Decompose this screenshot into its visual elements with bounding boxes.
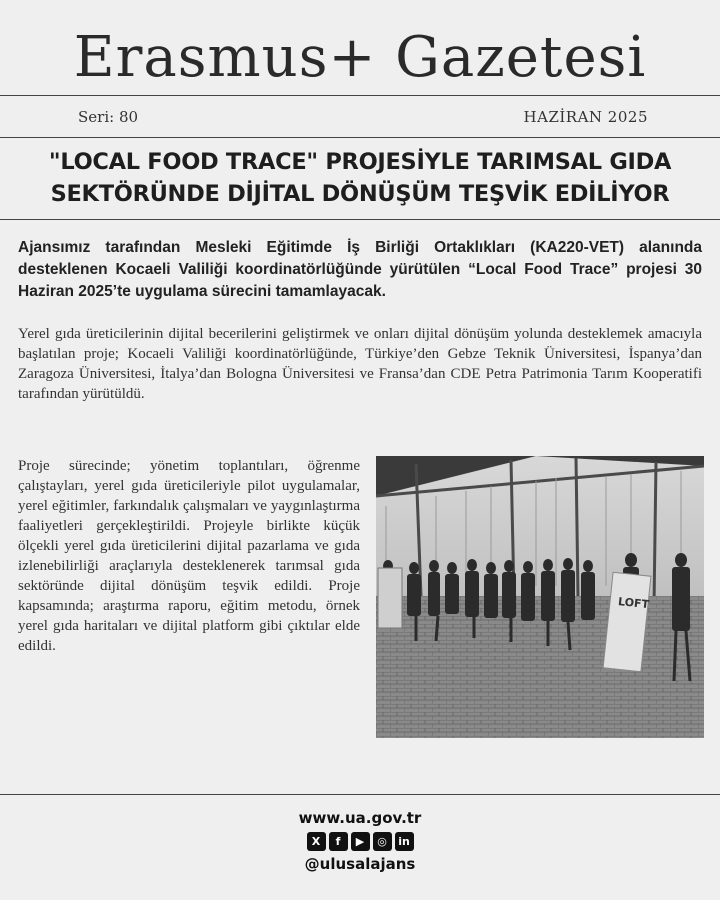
social-icons [0, 832, 720, 851]
linkedin-icon[interactable]: in [395, 832, 414, 851]
issue-date: HAZİRAN 2025 [523, 108, 648, 126]
series-number: Seri: 80 [78, 108, 139, 126]
headline-line-1: "LOCAL FOOD TRACE" PROJESİYLE TARIMSAL GIDA [48, 149, 672, 175]
headline-divider [0, 219, 720, 220]
social-handle[interactable]: @ulusalajans [304, 855, 416, 873]
headline [20, 146, 700, 210]
issue-bar [0, 104, 720, 130]
headline-line-2: SEKTÖRÜNDE DİJİTAL DÖNÜŞÜM TEŞVİK EDİLİYOR [50, 181, 670, 207]
facebook-icon[interactable]: f [329, 832, 348, 851]
website-link[interactable]: www.ua.gov.tr [298, 809, 422, 827]
footer [0, 808, 720, 874]
x-icon[interactable]: X [307, 832, 326, 851]
instagram-icon[interactable]: ◎ [373, 832, 392, 851]
masthead-title: Erasmus+ Gazetesi [73, 25, 647, 90]
lead-paragraph: Ajansımız tarafından Mesleki Eğitimde İş Birliği Ortaklıkları (KA220-VET) alanında desteklenen Kocaeli Valiliği koordinatörlüğünde yürütülen “Local Food Trace” projesi 30 Haziran 2025’te uygulama sürecini tamamlayacak. [18, 239, 702, 300]
body-paragraph-2: Proje sürecinde; yönetim toplantıları, öğrenme çalıştayları, yerel gıda üreticileriyle pilot uygulamalar, yerel eğitimler, farkındalık çalışmaları ve yaygınlaştırma faaliyetleri gerçekleştirildi. Projeyle birlikte küçük ölçekli yerel gıda üreticilerini dijital pazarlama ve gıda izlenebilirliği araçlarıyla desteklenerek tarımsal gıda sektöründe dijital dönüşüm teşvik edildi. Proje kapsamında; araştırma raporu, eğitim metodu, örnek yerel gıda haritaları ve dijital platform gibi çıktılar elde edildi. [18, 458, 360, 654]
masthead-divider [0, 95, 720, 96]
group-photo [376, 456, 704, 738]
youtube-icon[interactable]: ▶ [351, 832, 370, 851]
banner-text: LOFT [617, 594, 650, 612]
footer-divider [0, 794, 720, 795]
body-paragraph-1: Yerel gıda üreticilerinin dijital becerilerini geliştirmek ve onları dijital dönüşüm yolunda desteklemek amacıyla başlatılan proje; Kocaeli Valiliği koordinatörlüğünde, Türkiye’den Gebze Teknik Üniversitesi, İspanya’dan Zaragoza Üniversitesi, İtalya’dan Bologna Üniversitesi ve Fransa’dan CDE Petra Patrimonia Tarım Kooperatifi tarafından yürütüldü. [18, 326, 702, 402]
issue-divider [0, 137, 720, 138]
